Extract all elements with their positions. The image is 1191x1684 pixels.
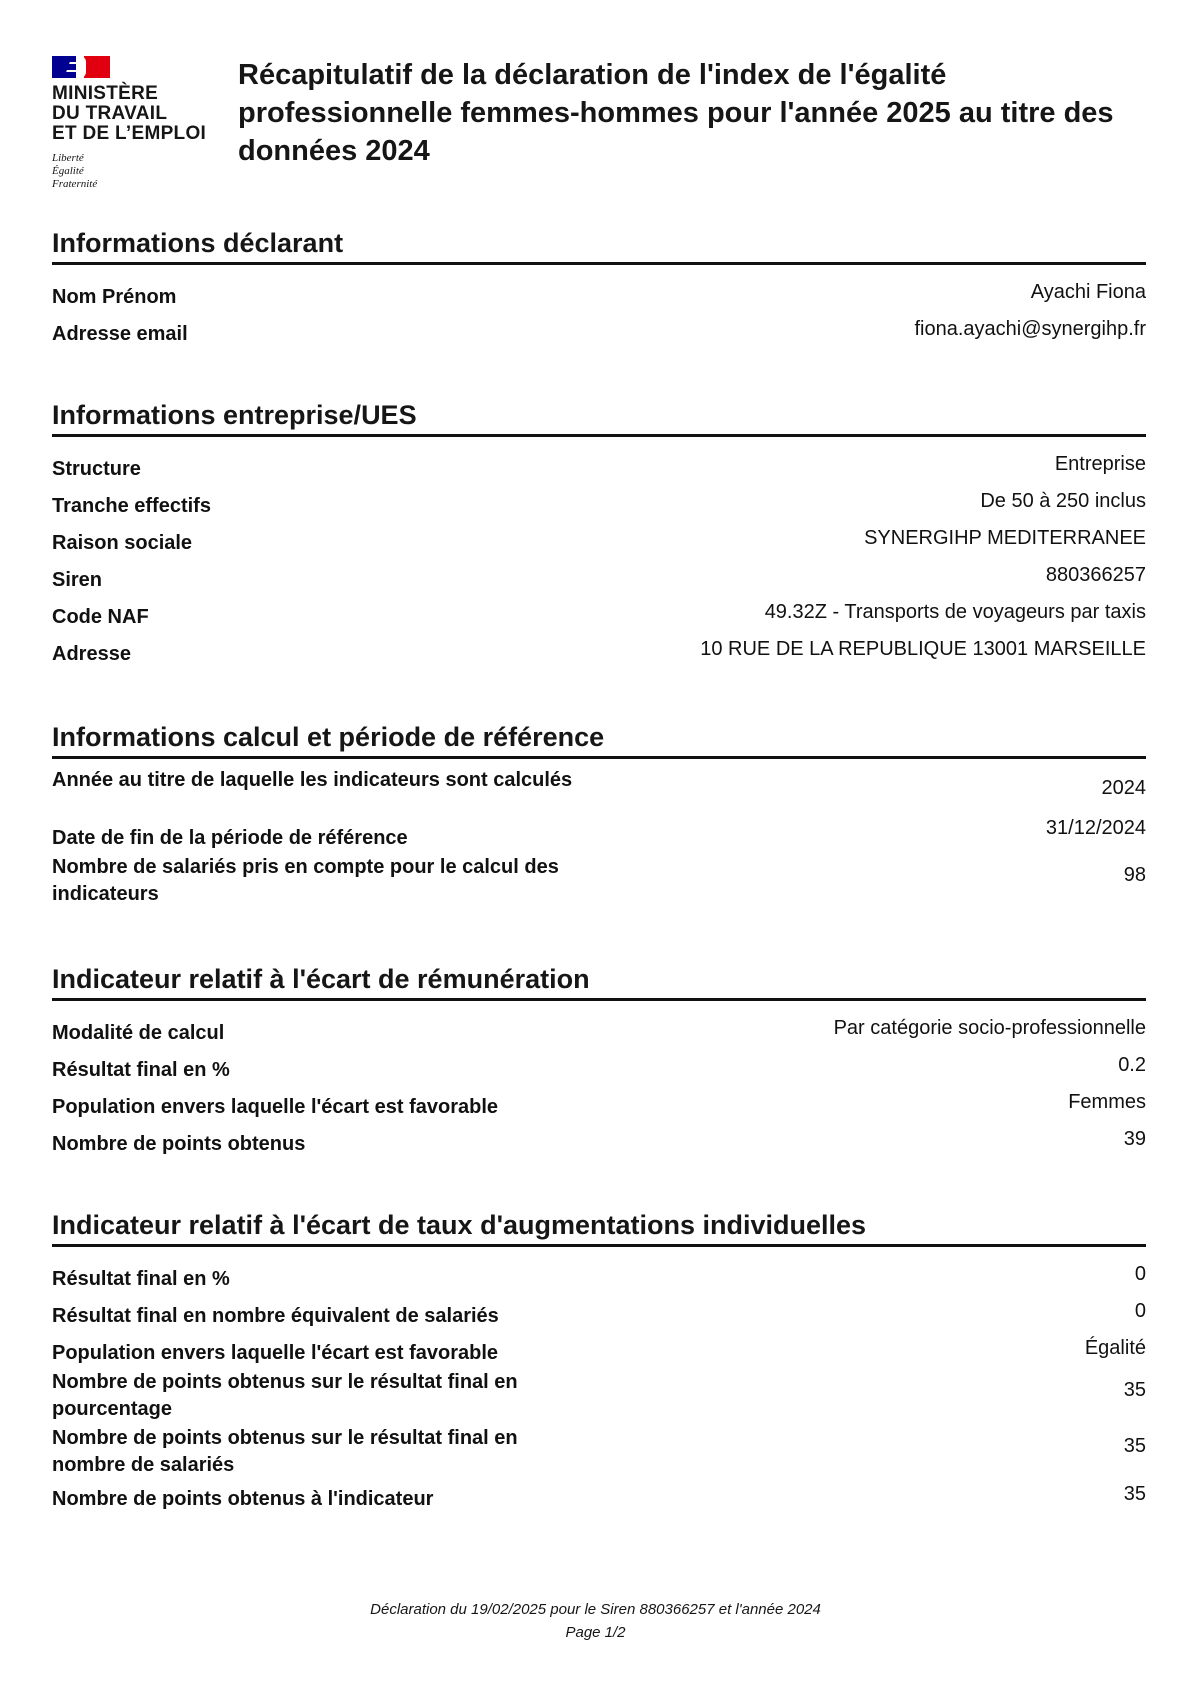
field-value: Entreprise — [1054, 453, 1146, 475]
page-number: Page 1/2 — [565, 1624, 626, 1641]
field-label: Tranche effectifs — [52, 495, 211, 517]
section-augmentations — [52, 1208, 1146, 1518]
field-value: Femmes — [1068, 1091, 1146, 1113]
field-row — [52, 316, 1146, 353]
field-row — [52, 1261, 1146, 1298]
field-label: Nombre de points obtenus à l'indicateur — [52, 1488, 434, 1510]
field-value: Ayachi Fiona — [1030, 281, 1146, 303]
field-row — [52, 599, 1146, 636]
field-row — [52, 451, 1146, 488]
document-title: Récapitulatif de la déclaration de l'index de l'égalité professionnelle femmes-hommes pour l'année 2025 au titre des données 2024 — [238, 59, 1114, 167]
field-row — [52, 1481, 1146, 1518]
declaration-footnote: Déclaration du 19/02/2025 pour le Siren 880366257 et l'année 2024 — [370, 1601, 821, 1618]
document-header — [52, 56, 1142, 206]
field-row — [52, 1425, 1146, 1481]
section-title: Informations entreprise/UES — [52, 398, 1146, 437]
field-label: Population envers laquelle l'écart est favorable — [52, 1342, 499, 1364]
field-row — [52, 1052, 1146, 1089]
section-calcul — [52, 720, 1146, 910]
field-label: Modalité de calcul — [52, 1022, 225, 1044]
field-label: Adresse — [52, 643, 131, 665]
field-row — [52, 562, 1146, 599]
page-footer — [0, 1598, 1191, 1644]
republic-motto: Liberté Égalité Fraternité — [52, 152, 98, 190]
field-value: 0 — [1134, 1300, 1146, 1322]
field-row — [52, 1089, 1146, 1126]
field-value: 98 — [1123, 864, 1146, 886]
field-value: 35 — [1123, 1483, 1146, 1505]
field-value: 10 RUE DE LA REPUBLIQUE 13001 MARSEILLE — [700, 638, 1146, 660]
field-value: 49.32Z - Transports de voyageurs par taxis — [764, 601, 1146, 623]
field-label: Résultat final en % — [52, 1268, 230, 1290]
field-label: Résultat final en nombre équivalent de salariés — [52, 1305, 499, 1327]
section-declarant — [52, 226, 1146, 353]
field-row — [52, 1298, 1146, 1335]
field-label: Raison sociale — [52, 532, 193, 554]
field-label: Siren — [52, 569, 103, 591]
field-value: De 50 à 250 inclus — [980, 490, 1146, 512]
field-label: Adresse email — [52, 323, 188, 345]
field-row — [52, 1369, 1146, 1425]
ministry-name: MINISTÈRE DU TRAVAIL ET DE L’EMPLOI — [52, 83, 207, 144]
field-value: 880366257 — [1045, 564, 1146, 586]
section-title: Informations calcul et période de référence — [52, 720, 1146, 759]
field-label: Code NAF — [52, 606, 149, 628]
field-value: 39 — [1123, 1128, 1146, 1150]
field-value: 0 — [1134, 1263, 1146, 1285]
field-label: Nom Prénom — [52, 286, 177, 308]
field-row — [52, 525, 1146, 562]
field-label: Population envers laquelle l'écart est favorable — [52, 1096, 499, 1118]
section-title: Indicateur relatif à l'écart de rémunération — [52, 962, 1146, 1001]
field-row — [52, 817, 1146, 854]
field-label: Année au titre de laquelle les indicateurs sont calculés — [52, 769, 573, 791]
field-row — [52, 636, 1146, 673]
field-row — [52, 279, 1146, 316]
field-row — [52, 488, 1146, 525]
field-label: Nombre de points obtenus — [52, 1133, 306, 1155]
field-row — [52, 1126, 1146, 1163]
field-row — [52, 767, 1146, 823]
field-value: Par catégorie socio-professionnelle — [833, 1017, 1146, 1039]
field-value: 2024 — [1101, 777, 1146, 799]
field-value: fiona.ayachi@synergihp.fr — [914, 318, 1146, 340]
field-row — [52, 1335, 1146, 1369]
field-row — [52, 1015, 1146, 1052]
field-label: Nombre de points obtenus sur le résultat final en nombre de salariés — [52, 1427, 518, 1476]
field-value: SYNERGIHP MEDITERRANEE — [864, 527, 1146, 549]
field-label: Nombre de points obtenus sur le résultat final en pourcentage — [52, 1371, 518, 1420]
field-row — [52, 854, 1146, 910]
field-label: Résultat final en % — [52, 1059, 230, 1081]
ministry-logo — [52, 56, 222, 191]
field-value: Égalité — [1084, 1337, 1146, 1359]
section-title: Informations déclarant — [52, 226, 1146, 265]
field-value: 0.2 — [1118, 1054, 1146, 1076]
field-label: Nombre de salariés pris en compte pour le calcul des indicateurs — [52, 856, 559, 905]
field-value: 35 — [1123, 1435, 1146, 1457]
field-value: 35 — [1123, 1379, 1146, 1401]
field-value: 31/12/2024 — [1045, 817, 1146, 839]
field-label: Date de fin de la période de référence — [52, 827, 408, 849]
section-title: Indicateur relatif à l'écart de taux d'augmentations individuelles — [52, 1208, 1146, 1247]
field-label: Structure — [52, 458, 141, 480]
section-remuneration — [52, 962, 1146, 1163]
section-entreprise — [52, 398, 1146, 673]
marianne-flag-icon — [52, 56, 110, 78]
